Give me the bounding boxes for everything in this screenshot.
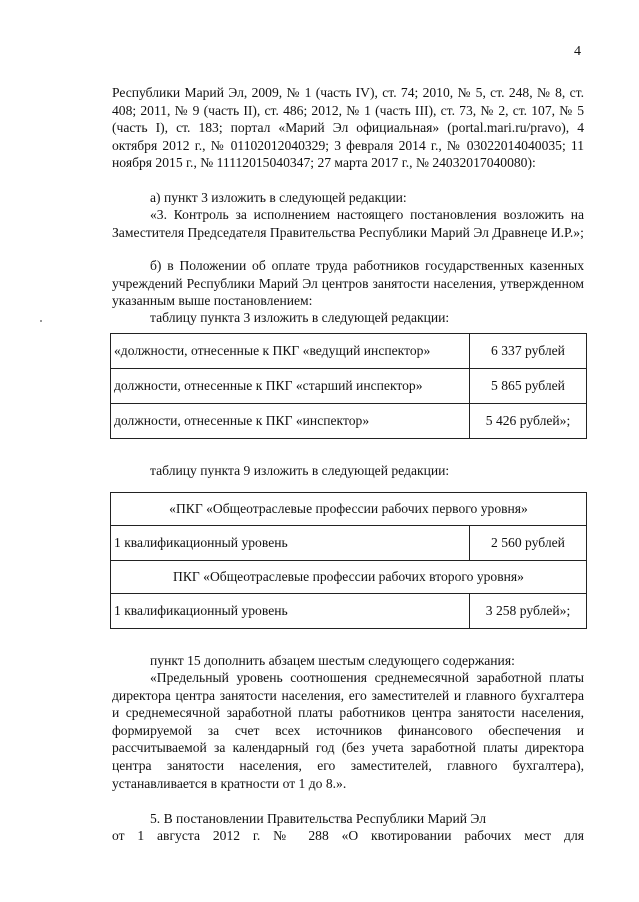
salary-table-workers xyxy=(110,492,587,629)
salary-table-positions xyxy=(110,333,587,439)
salary-cell: 2 560 рублей xyxy=(470,526,587,561)
item-5-line-2: от 1 августа 2012 г. № 288 «О квотировании рабочих мест для xyxy=(112,828,584,843)
page-number: 4 xyxy=(574,44,581,59)
intro-paragraph: Республики Марий Эл, 2009, № 1 (часть IV), ст. 74; 2010, № 5, ст. 248, № 8, ст. 408; 2011, № 9 (часть II), ст. 486; 2012, № 1 (часть III), ст. 73, № 2, ст. 107, № 5 (часть I), ст. 183; портал «Марий Эл официальная» (portal.mari.ru/pravo), 4 октября 2012 г., № 01102012040329; 3 февраля 2014 г., № 03022014040035; 11 ноября 2015 г., № 11112015040347; 27 марта 2017 г., № 24032017040080): xyxy=(112,85,584,171)
table2-caption: таблицу пункта 9 изложить в следующей редакции: xyxy=(150,463,450,478)
table-row xyxy=(111,334,587,369)
level-cell: 1 квалификационный уровень xyxy=(111,526,470,561)
position-cell: должности, отнесенные к ПКГ «старший инспектор» xyxy=(111,369,470,404)
salary-cell: 6 337 рублей xyxy=(470,334,587,369)
table-row xyxy=(111,369,587,404)
level-cell: 1 квалификационный уровень xyxy=(111,594,470,629)
position-cell: должности, отнесенные к ПКГ «инспектор» xyxy=(111,404,470,439)
scan-speck xyxy=(40,320,42,322)
table-row xyxy=(111,526,587,561)
group1-header: «ПКГ «Общеотраслевые профессии рабочих первого уровня» xyxy=(111,493,587,526)
item-a-heading: а) пункт 3 изложить в следующей редакции: xyxy=(150,190,407,205)
salary-cell: 5 865 рублей xyxy=(470,369,587,404)
group2-header: ПКГ «Общеотраслевые профессии рабочих второго уровня» xyxy=(111,561,587,594)
item-b-text: б) в Положении об оплате труда работников государственных казенных учреждений Республики Марий Эл центров занятости населения, утвержденном указанным выше постановлением: xyxy=(112,258,584,309)
table-group-header xyxy=(111,493,587,526)
item-15-text: «Предельный уровень соотношения среднемесячной заработной платы директора центра занятости населения, его заместителей и главного бухгалтера и среднемесячной заработной платы работников центра занятости населения, формируемой за счет всех источников финансового обеспечения и рассчитываемой за календарный год (без учета заработной платы директора центра занятости населения, его заместителей, главного бухгалтера), устанавливается в кратности от 1 до 8.». xyxy=(112,670,584,791)
item-5-line-1: 5. В постановлении Правительства Республики Марий Эл xyxy=(150,811,486,826)
salary-cell: 5 426 рублей»; xyxy=(470,404,587,439)
salary-cell: 3 258 рублей»; xyxy=(470,594,587,629)
table-row xyxy=(111,404,587,439)
item-15-heading: пункт 15 дополнить абзацем шестым следующего содержания: xyxy=(150,653,515,668)
table1-caption: таблицу пункта 3 изложить в следующей редакции: xyxy=(150,310,450,325)
position-cell: «должности, отнесенные к ПКГ «ведущий инспектор» xyxy=(111,334,470,369)
item-a-text: «3. Контроль за исполнением настоящего постановления возложить на Заместителя Председателя Правительства Республики Марий Эл Дравнеце И.Р.»; xyxy=(112,207,584,240)
table-group-header xyxy=(111,561,587,594)
table-row xyxy=(111,594,587,629)
